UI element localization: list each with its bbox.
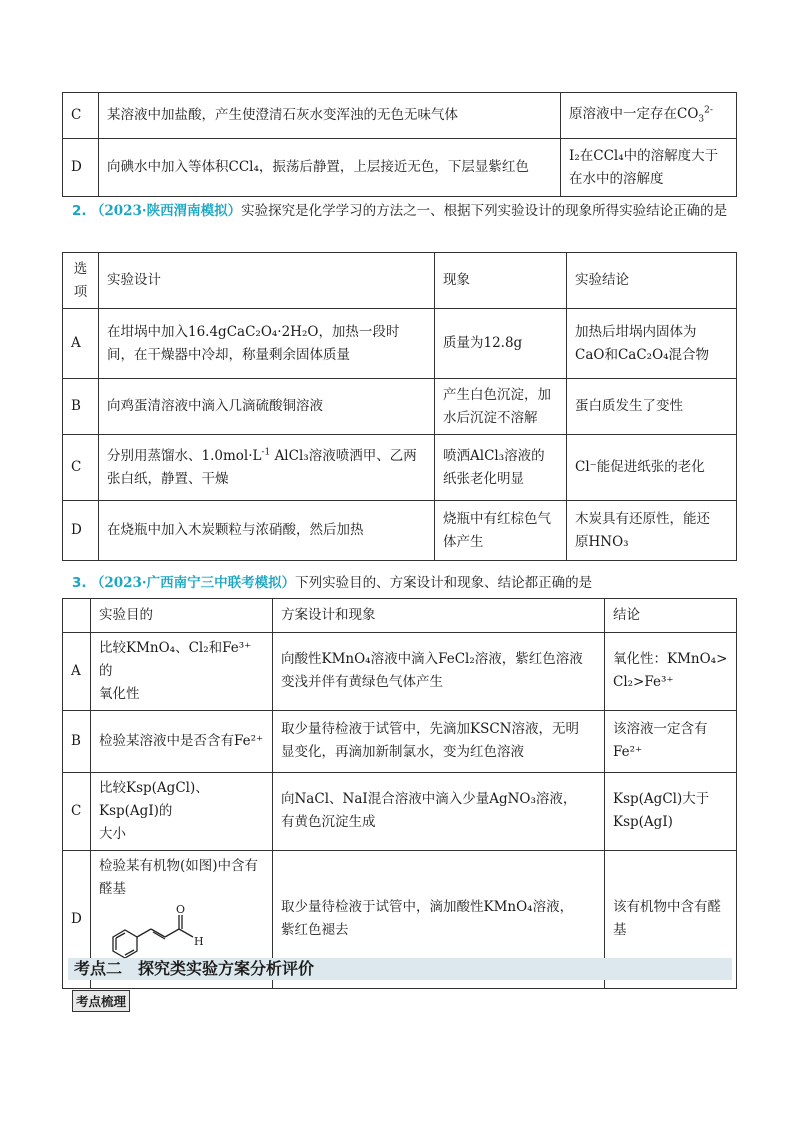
option-label: C: [63, 93, 99, 139]
table-row: [63, 710, 737, 772]
phenomenon: 质量为12.8g: [435, 309, 567, 379]
scheme: 取少量待检液于试管中，滴加酸性KMnO₄溶液， 紫红色褪去: [273, 850, 605, 988]
svg-text:O: O: [176, 902, 186, 916]
scheme: 向酸性KMnO₄溶液中滴入FeCl₂溶液，紫红色溶液 变浅并伴有黄绿色气体产生: [273, 633, 605, 711]
scheme: 向NaCl、NaI混合溶液中滴入少量AgNO₃溶液， 有黄色沉淀生成: [273, 772, 605, 850]
header-option: [63, 599, 91, 633]
result: I₂在CCl₄中的溶解度大于 在水中的溶解度: [561, 139, 737, 197]
option-label: D: [63, 501, 99, 561]
question-number: 2.: [72, 203, 87, 219]
header-design: 实验设计: [99, 253, 435, 309]
header-purpose: 实验目的: [91, 599, 273, 633]
conclusion: Ksp(AgCl)大于 Ksp(AgI): [605, 772, 737, 850]
design: 向鸡蛋清溶液中滴入几滴硫酸铜溶液: [99, 379, 435, 435]
purpose: 比较Ksp(AgCl)、Ksp(AgI)的 大小: [91, 772, 273, 850]
conclusion: 加热后坩埚内固体为 CaO和CaC₂O₄混合物: [567, 309, 737, 379]
design: 在坩埚中加入16.4gCaC₂O₄·2H₂O，加热一段时间，在干燥器中冷却，称量剩余固体质量: [99, 309, 435, 379]
conclusion: 该溶液一定含有 Fe²⁺: [605, 710, 737, 772]
table-row: [63, 501, 737, 561]
option-label: D: [63, 139, 99, 197]
header-scheme: 方案设计和现象: [273, 599, 605, 633]
table-row: [63, 435, 737, 501]
conclusion: 蛋白质发生了变性: [567, 379, 737, 435]
option-label: B: [63, 710, 91, 772]
section-tag: 考点梳理: [72, 990, 130, 1012]
purpose: 检验某有机物(如图)中含有 醛基 O H: [91, 850, 273, 988]
question-number: 3.: [72, 575, 87, 591]
description: 向碘水中加入等体积CCl₄，振荡后静置，上层接近无色，下层显紫红色: [99, 139, 561, 197]
question-source: （2023·广西南宁三中联考模拟）: [90, 575, 296, 591]
conclusion: 氧化性：KMnO₄> Cl₂>Fe³⁺: [605, 633, 737, 711]
option-label: B: [63, 379, 99, 435]
header-conclusion: 结论: [605, 599, 737, 633]
conclusion: 该有机物中含有醛 基: [605, 850, 737, 988]
svg-text:H: H: [194, 934, 204, 948]
phenomenon: 产生白色沉淀，加 水后沉淀不溶解: [435, 379, 567, 435]
phenomenon: 烧瓶中有红棕色气 体产生: [435, 501, 567, 561]
header-conclusion: 实验结论: [567, 253, 737, 309]
option-label: C: [63, 435, 99, 501]
header-option: 选项: [63, 253, 99, 309]
question-text: 下列实验目的、方案设计和现象、结论都正确的是: [295, 575, 593, 591]
table-3: [62, 598, 737, 989]
table-row: [63, 139, 737, 197]
design: 在烧瓶中加入木炭颗粒与浓硝酸，然后加热: [99, 501, 435, 561]
phenomenon: 喷洒AlCl₃溶液的 纸张老化明显: [435, 435, 567, 501]
purpose: 比较KMnO₄、Cl₂和Fe³⁺的 氧化性: [91, 633, 273, 711]
option-label: A: [63, 633, 91, 711]
table-row: [63, 309, 737, 379]
option-label: C: [63, 772, 91, 850]
design: 分别用蒸馏水、$1.0mol\cdot L^{-1}$ AlCl₃溶液喷洒甲、乙两张白纸，静置、干燥: [99, 435, 435, 501]
result: 原溶液中一定存在$CO_3^{2-}$: [561, 93, 737, 139]
table-row: [63, 772, 737, 850]
option-label: A: [63, 309, 99, 379]
table-1: [62, 92, 737, 197]
option-label: D: [63, 850, 91, 988]
cinnamaldehyde-structure-icon: [99, 903, 229, 967]
question-2: [72, 200, 732, 224]
question-source: （2023·陕西渭南模拟）: [90, 203, 242, 219]
section-title: 考点二 探究类实验方案分析评价: [68, 958, 732, 980]
header-phenomenon: 现象: [435, 253, 567, 309]
table-row: [63, 93, 737, 139]
question-text: 实验探究是化学学习的方法之一、根据下列实验设计的现象所得实验结论正确的是: [241, 203, 728, 219]
description: 某溶液中加盐酸，产生使澄清石灰水变浑浊的无色无味气体: [99, 93, 561, 139]
table-header: [63, 253, 737, 309]
table-row: [63, 633, 737, 711]
question-3: [72, 572, 732, 596]
scheme: 取少量待检液于试管中，先滴加KSCN溶液，无明 显变化，再滴加新制氯水，变为红色溶液: [273, 710, 605, 772]
table-2: [62, 252, 737, 561]
conclusion: 木炭具有还原性，能还 原HNO₃: [567, 501, 737, 561]
conclusion: Cl⁻能促进纸张的老化: [567, 435, 737, 501]
table-row: [63, 379, 737, 435]
table-header: [63, 599, 737, 633]
purpose: 检验某溶液中是否含有Fe²⁺: [91, 710, 273, 772]
